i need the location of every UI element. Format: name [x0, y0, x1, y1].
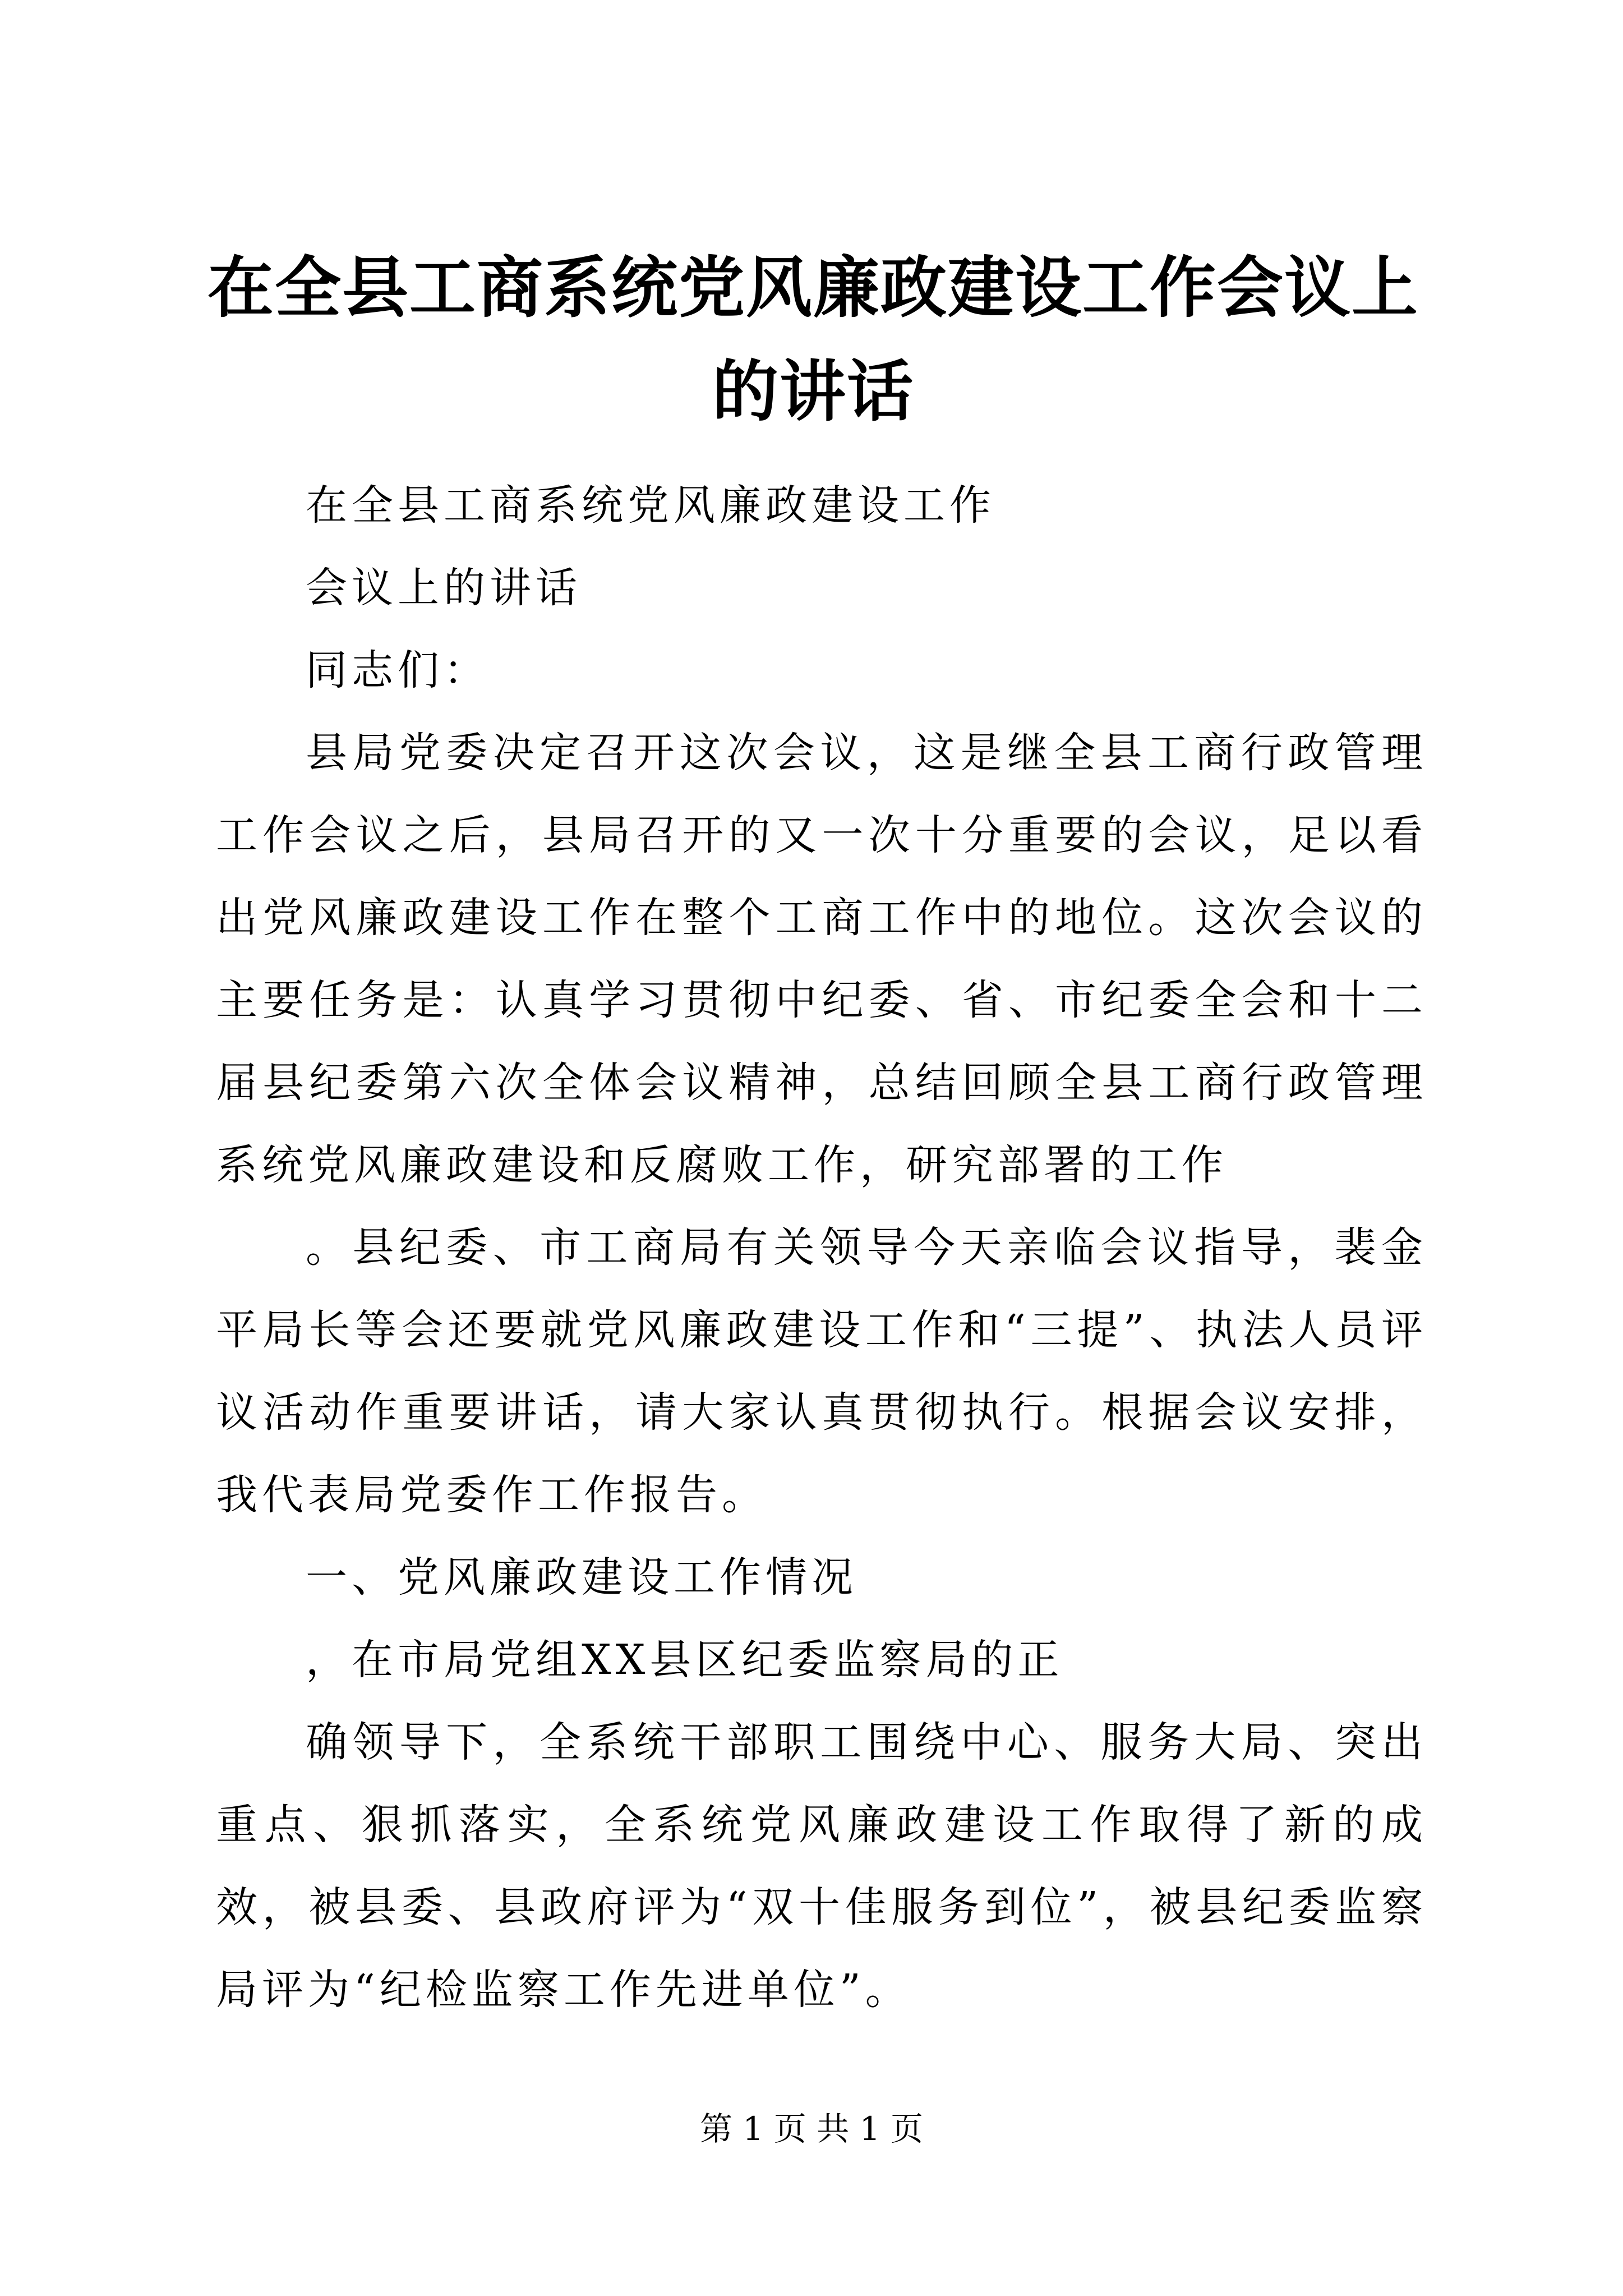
section-heading: 一、党风廉政建设工作情况 — [306, 1553, 857, 1602]
paragraph-report: 。县纪委、市工商局有关领导今天亲临会议指导，裴金平局长等会还要就党风廉政建设工作和“三提”、执法人员评议活动作重要讲话，请大家认真贯彻执行。根据会议安排，我代表局党委作工作报告。 — [216, 1223, 1427, 1519]
paragraph-leadership: ，在市局党组XX县区纪委监察局的正 — [306, 1636, 1064, 1684]
heading-line-1: 在全县工商系统党风廉政建设工作 — [306, 481, 995, 530]
document-title: 在全县工商系统党风廉政建设工作会议上的讲话 — [207, 249, 1419, 430]
page-number-footer: 第 1 页 共 1 页 — [700, 2110, 923, 2148]
heading-line-2: 会议上的讲话 — [306, 564, 582, 612]
paragraph-intro: 县局党委决定召开这次会议，这是继全县工商行政管理工作会议之后，县局召开的又一次十分重要的会议，足以看出党风廉政建设工作在整个工商工作中的地位。这次会议的主要任务是：认真学习贯彻中纪委、省、市纪委全会和十二届县纪委第六次全体会议精神，总结回顾全县工商行政管理系统党风廉政建设和反腐败工作，研究部署的工作 — [216, 729, 1427, 1189]
salutation: 同志们： — [306, 646, 490, 694]
document-body — [216, 464, 1427, 2031]
paragraph-achievements: 确领导下，全系统干部职工围绕中心、服务大局、突出重点、狠抓落实，全系统党风廉政建设工作取得了新的成效，被县委、县政府评为“双十佳服务到位”，被县纪委监察局评为“纪检监察工作先进单位”。 — [216, 1718, 1427, 2014]
